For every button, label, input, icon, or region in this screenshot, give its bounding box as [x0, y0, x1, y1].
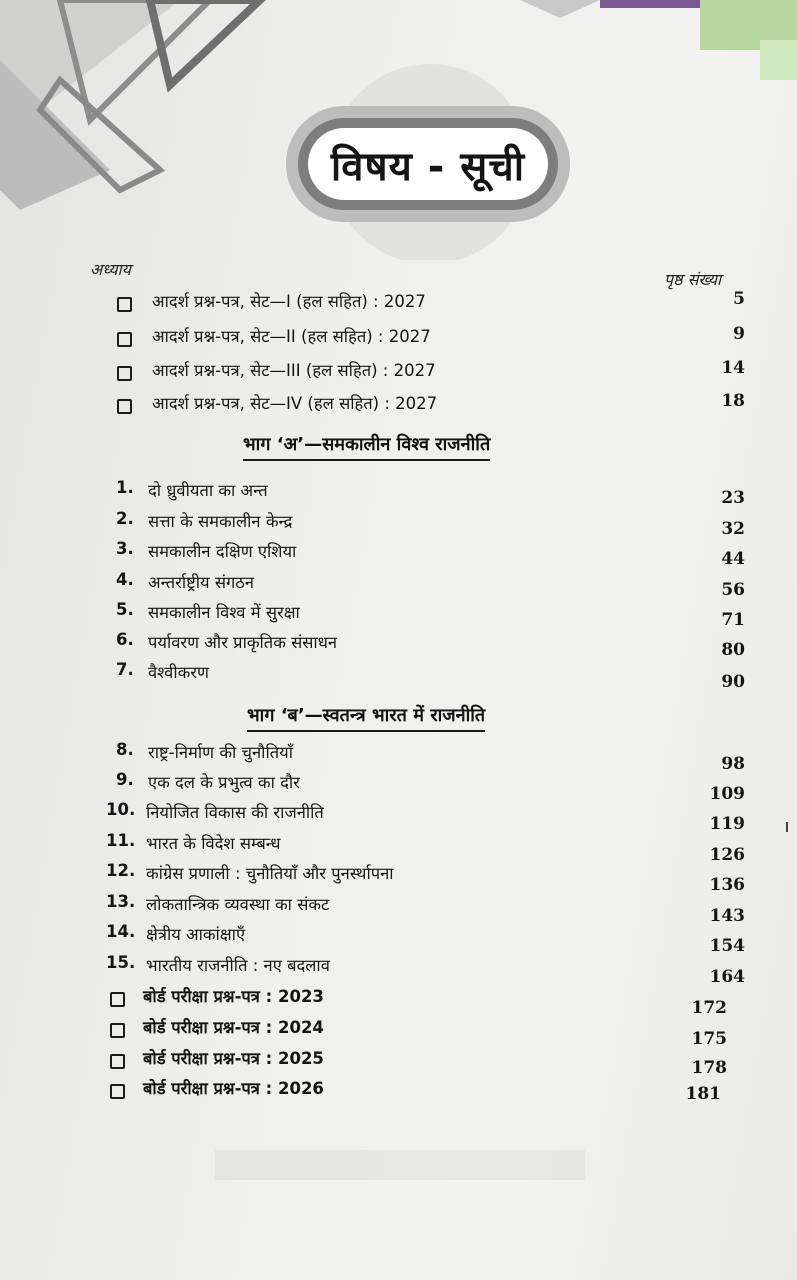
- toc-entry-chapter: [0, 509, 797, 539]
- chapter-page-number: 109: [709, 784, 745, 804]
- toc-entry-chapter: [0, 570, 797, 600]
- toc-entry-chapter: [0, 600, 797, 630]
- entry-title: आदर्श प्रश्न-पत्र, सेट—IV (हल सहित) : 2027: [152, 394, 438, 413]
- entry-title: बोर्ड परीक्षा प्रश्न-पत्र : 2025: [143, 1049, 324, 1068]
- chapter-number: 8.: [116, 740, 134, 759]
- toc-entry-model-paper: [0, 324, 797, 354]
- chapter-page-number: 71: [721, 610, 745, 630]
- toc-entry-chapter: [0, 922, 797, 956]
- toc-entry-chapter: [0, 630, 797, 660]
- toc-entry-chapter: [0, 800, 797, 834]
- part-a-heading: भाग ‘अ’—समकालीन विश्व राजनीति: [243, 432, 490, 461]
- entry-title: आदर्श प्रश्न-पत्र, सेट—III (हल सहित) : 2027: [152, 361, 436, 380]
- toc-entry-model-paper: [0, 358, 797, 388]
- toc-entry-board-paper: [0, 1046, 797, 1076]
- chapter-title: वैश्वीकरण: [148, 663, 209, 682]
- entry-title: बोर्ड परीक्षा प्रश्न-पत्र : 2023: [143, 987, 324, 1006]
- chapter-title: लोकतान्त्रिक व्यवस्था का संकट: [146, 895, 330, 914]
- chapter-number: 9.: [116, 770, 134, 789]
- chapter-title: पर्यावरण और प्राकृतिक संसाधन: [148, 633, 338, 652]
- chapter-page-number: 119: [709, 814, 745, 834]
- entry-page-number: 9: [733, 324, 745, 344]
- toc-entry-chapter: [0, 770, 797, 804]
- chapter-number: 4.: [116, 570, 134, 589]
- chapter-title: कांग्रेस प्रणाली : चुनौतियाँ और पुनर्स्थापना: [146, 864, 394, 883]
- toc-entry-model-paper: [0, 391, 797, 421]
- chapter-number: 1.: [116, 478, 134, 497]
- toc-entry-board-paper: [0, 1076, 797, 1106]
- chapter-page-number: 44: [721, 549, 745, 569]
- chapter-page-number: 80: [721, 640, 745, 660]
- bleed-through-shadow: [215, 1150, 585, 1180]
- chapter-number: 3.: [116, 539, 134, 558]
- toc-entry-model-paper: [0, 289, 797, 319]
- checkbox-icon: [110, 992, 125, 1007]
- chapter-title: दो ध्रुवीयता का अन्त: [148, 481, 268, 500]
- checkbox-icon: [110, 1054, 125, 1069]
- checkbox-icon: [110, 1023, 125, 1038]
- entry-page-number: 181: [685, 1084, 721, 1104]
- checkbox-icon: [117, 399, 132, 414]
- entry-page-number: 178: [691, 1058, 727, 1078]
- entry-page-number: 14: [721, 358, 745, 378]
- toc-entry-chapter: [0, 740, 797, 774]
- chapter-number: 5.: [116, 600, 134, 619]
- entry-page-number: 18: [721, 391, 745, 411]
- chapter-page-number: 154: [709, 936, 745, 956]
- chapter-number: 2.: [116, 509, 134, 528]
- checkbox-icon: [117, 297, 132, 312]
- chapter-column-label: अध्याय: [90, 260, 131, 279]
- entry-title: आदर्श प्रश्न-पत्र, सेट—II (हल सहित) : 2027: [152, 327, 431, 346]
- checkbox-icon: [110, 1084, 125, 1099]
- margin-mark: [786, 822, 788, 832]
- checkbox-icon: [117, 332, 132, 347]
- entry-page-number: 175: [691, 1029, 727, 1049]
- chapter-title: नियोजित विकास की राजनीति: [146, 803, 324, 822]
- chapter-title: समकालीन दक्षिण एशिया: [148, 542, 297, 561]
- chapter-page-number: 90: [721, 672, 745, 692]
- chapter-number: 13.: [106, 892, 136, 911]
- chapter-page-number: 32: [721, 519, 745, 539]
- chapter-number: 14.: [106, 922, 136, 941]
- toc-entry-board-paper: [0, 984, 797, 1018]
- chapter-number: 6.: [116, 630, 134, 649]
- chapter-title: एक दल के प्रभुत्व का दौर: [148, 773, 300, 792]
- entry-page-number: 5: [733, 289, 745, 309]
- chapter-title: भारत के विदेश सम्बन्ध: [146, 834, 281, 853]
- chapter-page-number: 98: [721, 754, 745, 774]
- chapter-title: समकालीन विश्व में सुरक्षा: [148, 603, 300, 622]
- chapter-number: 15.: [106, 953, 136, 972]
- entry-title: आदर्श प्रश्न-पत्र, सेट—I (हल सहित) : 2027: [152, 292, 426, 311]
- toc-entry-chapter: [0, 539, 797, 569]
- chapter-page-number: 56: [721, 580, 745, 600]
- chapter-page-number: 164: [709, 967, 745, 987]
- entry-page-number: 172: [691, 998, 727, 1018]
- chapter-number: 7.: [116, 660, 134, 679]
- chapter-title: क्षेत्रीय आकांक्षाएँ: [146, 925, 246, 944]
- chapter-page-number: 126: [709, 845, 745, 865]
- chapter-page-number: 143: [709, 906, 745, 926]
- page-number-column-label: पृष्ठ संख्या: [664, 270, 722, 289]
- toc-entry-chapter: [0, 953, 797, 987]
- toc-entry-chapter: [0, 478, 797, 508]
- toc-entry-board-paper: [0, 1015, 797, 1049]
- chapter-page-number: 136: [709, 875, 745, 895]
- chapter-number: 10.: [106, 800, 136, 819]
- checkbox-icon: [117, 366, 132, 381]
- toc-entry-chapter: [0, 892, 797, 926]
- part-b-heading: भाग ‘ब’—स्वतन्त्र भारत में राजनीति: [247, 703, 485, 732]
- chapter-number: 11.: [106, 831, 136, 850]
- chapter-title: सत्ता के समकालीन केन्द्र: [148, 512, 293, 531]
- chapter-page-number: 23: [721, 488, 745, 508]
- entry-title: बोर्ड परीक्षा प्रश्न-पत्र : 2026: [143, 1079, 324, 1098]
- page-title: विषय - सूची: [308, 128, 548, 200]
- chapter-title: राष्ट्र-निर्माण की चुनौतियाँ: [148, 743, 293, 762]
- chapter-number: 12.: [106, 861, 136, 880]
- chapter-title: अन्तर्राष्ट्रीय संगठन: [148, 573, 255, 592]
- toc-entry-chapter: [0, 861, 797, 895]
- entry-title: बोर्ड परीक्षा प्रश्न-पत्र : 2024: [143, 1018, 324, 1037]
- toc-entry-chapter: [0, 831, 797, 865]
- chapter-title: भारतीय राजनीति : नए बदलाव: [146, 956, 330, 975]
- toc-entry-chapter: [0, 660, 797, 690]
